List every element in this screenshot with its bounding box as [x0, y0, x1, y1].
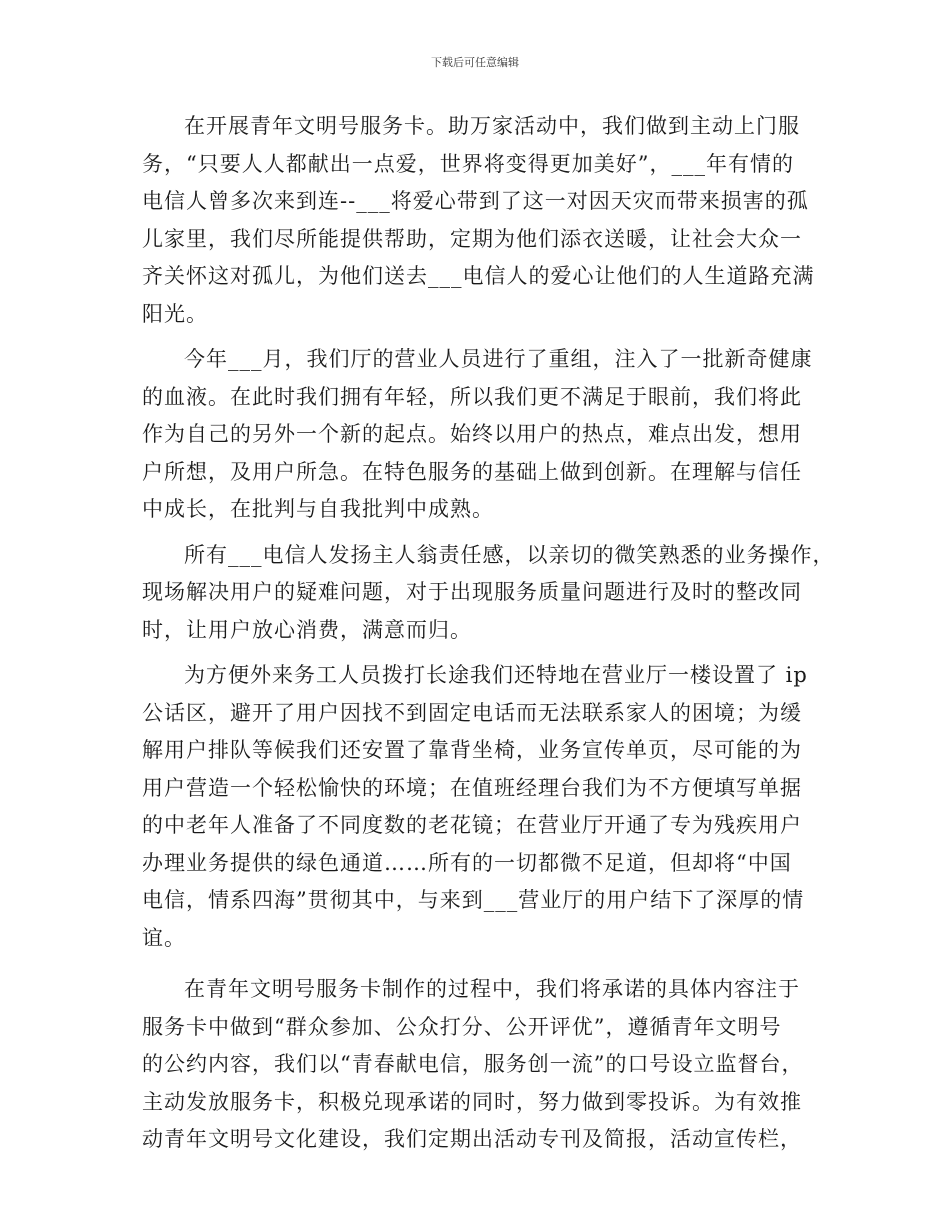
paragraph-3	[142, 537, 835, 650]
text-line: 电信，情系四海”贯彻其中，与来到___营业厅的用户结下了深厚的情	[142, 888, 805, 912]
text-line: 作为自己的另外一个新的起点。始终以用户的热点，难点出发，想用	[142, 422, 802, 446]
text-line: 现场解决用户的疑难问题，对于出现服务质量问题进行及时的整改同	[142, 580, 802, 604]
paragraph-5	[142, 971, 832, 1159]
text-line: 时，让用户放心消费，满意而归。	[142, 617, 472, 642]
text-line: 在开展青年文明号服务卡。助万家活动中，我们做到主动上门服	[184, 114, 800, 138]
text-line: 阳光。	[142, 301, 208, 326]
text-line: 用户营造一个轻松愉快的环境；在值班经理台我们为不方便填写单据	[142, 775, 802, 800]
text-line: 中成长，在批判与自我批判中成熟。	[142, 497, 494, 521]
text-line: 的血液。在此时我们拥有年轻，所以我们更不满足于眼前，我们将此	[142, 384, 802, 409]
page-header: 下载后可任意编辑	[431, 56, 519, 69]
text-line: 为方便外来务工人员拨打长途我们还特地在营业厅一楼设置了 ip	[184, 663, 808, 687]
document-body	[142, 108, 835, 1159]
text-line: 齐关怀这对孤儿，为他们送去___电信人的爱心让他们的人生道路充满	[142, 264, 815, 288]
paragraph-2	[142, 341, 832, 529]
text-line: 户所想，及用户所急。在特色服务的基础上做到创新。在理解与信任	[142, 459, 802, 484]
text-line: 公话区，避开了用户因找不到固定电话而无法联系家人的困境；为缓	[142, 700, 802, 725]
text-line: 的公约内容，我们以“青春献电信，服务创一流”的口号设立监督台，	[142, 1052, 804, 1076]
text-line: 务，“只要人人都献出一点爱，世界将变得更加美好”，___年有情的	[142, 151, 794, 176]
text-line: 在青年文明号服务卡制作的过程中，我们将承诺的具体内容注于	[184, 977, 800, 1001]
text-line: 所有___电信人发扬主人翁责任感，以亲切的微笑熟悉的业务操作，	[184, 542, 835, 567]
text-line: 电信人曾多次来到连--___将爱心带到了这一对因天灾而带来损害的孤	[142, 189, 809, 213]
text-line: 解用户排队等候我们还安置了靠背坐椅，业务宣传单页，尽可能的为	[142, 738, 802, 762]
paragraph-4	[142, 657, 832, 957]
text-line: 动青年文明号文化建设，我们定期出活动专刊及简报，活动宣传栏，	[142, 1127, 802, 1151]
text-line: 服务卡中做到“群众参加、公众打分、公开评优”，遵循青年文明号	[142, 1014, 782, 1039]
text-line: 的中老年人准备了不同度数的老花镜；在营业厅开通了专为残疾用户	[142, 813, 802, 837]
text-line: 谊。	[142, 925, 186, 950]
paragraph-1	[142, 108, 832, 333]
text-line: 主动发放服务卡，积极兑现承诺的同时，努力做到零投诉。为有效推	[142, 1089, 802, 1114]
text-line: 今年___月，我们厅的营业人员进行了重组，注入了一批新奇健康	[184, 347, 813, 371]
text-line: 办理业务提供的绿色通道……所有的一切都微不足道，但却将“中国	[142, 850, 792, 875]
text-line: 儿家里，我们尽所能提供帮助，定期为他们添衣送暖，让社会大众一	[142, 226, 802, 251]
